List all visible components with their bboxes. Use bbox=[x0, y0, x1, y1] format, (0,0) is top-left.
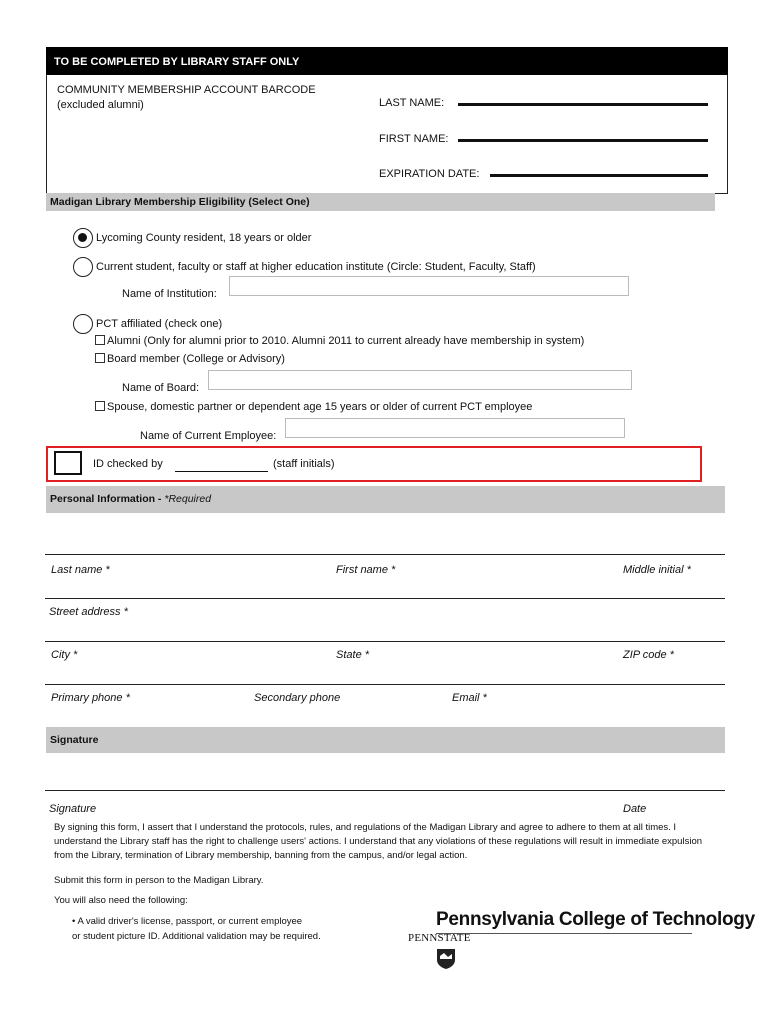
street-address-label: Street address * bbox=[49, 606, 128, 618]
city-line[interactable] bbox=[45, 641, 725, 642]
id-checked-label: ID checked by bbox=[93, 458, 163, 470]
street-line[interactable] bbox=[45, 598, 725, 599]
alumni-checkbox[interactable] bbox=[95, 335, 105, 345]
secondary-phone-label: Secondary phone bbox=[254, 692, 341, 704]
primary-phone-label: Primary phone * bbox=[51, 692, 130, 704]
board-option[interactable] bbox=[95, 353, 285, 365]
radio-selected-dot bbox=[78, 233, 87, 242]
expiration-date-label: EXPIRATION DATE: bbox=[379, 168, 480, 180]
board-name-label: Name of Board: bbox=[122, 382, 200, 394]
personal-info-title bbox=[46, 486, 725, 513]
staff-first-name-label: FIRST NAME: bbox=[379, 133, 449, 145]
city-label: City * bbox=[51, 649, 78, 661]
radio-pct-affiliated[interactable] bbox=[73, 314, 93, 334]
pennstate-wordmark: PENNSTATE bbox=[408, 932, 471, 944]
board-label: Board member (College or Advisory) bbox=[107, 353, 285, 365]
college-name: Pennsylvania College of Technology bbox=[436, 909, 755, 930]
staff-initials-label: (staff initials) bbox=[273, 458, 335, 470]
requirement-line-1: • A valid driver's license, passport, or current employee bbox=[72, 916, 303, 927]
radio-current-student[interactable] bbox=[73, 257, 93, 277]
date-label: Date bbox=[623, 803, 647, 815]
eligibility-section-title: Madigan Library Membership Eligibility (Select One) bbox=[46, 193, 715, 211]
barcode-label: COMMUNITY MEMBERSHIP ACCOUNT BARCODE bbox=[57, 84, 316, 96]
barcode-sublabel: (excluded alumni) bbox=[57, 99, 144, 111]
required-note: *Required bbox=[164, 493, 212, 505]
institution-input[interactable] bbox=[229, 276, 629, 296]
first-name-label: First name * bbox=[336, 564, 396, 576]
requirements-intro: You will also need the following: bbox=[54, 895, 188, 906]
expiration-date-line[interactable] bbox=[490, 174, 708, 177]
board-name-input[interactable] bbox=[208, 370, 632, 390]
signature-label: Signature bbox=[49, 803, 97, 815]
spouse-option[interactable] bbox=[95, 401, 532, 413]
requirement-line-2: or student picture ID. Additional validation may be required. bbox=[72, 931, 321, 942]
agreement-text: By signing this form, I assert that I understand the protocols, rules, and regulations of the Madigan Library and agree to adhere to them at all times. I understand the Library staff has the right to challenge users' actions. I understand that any violations of these regulations will result in immediate expulsion from the Library, termination of Library membership, banning from the campus, and/or legal action. bbox=[54, 822, 703, 861]
last-name-label: Last name * bbox=[51, 564, 110, 576]
logo-divider bbox=[436, 933, 692, 934]
zip-code-label: ZIP code * bbox=[623, 649, 674, 661]
state-label: State * bbox=[336, 649, 370, 661]
id-check-checkbox[interactable] bbox=[54, 451, 82, 475]
alumni-label: Alumni (Only for alumni prior to 2010. Alumni 2011 to current already have membership in system) bbox=[107, 335, 585, 347]
spouse-checkbox[interactable] bbox=[95, 401, 105, 411]
pennstate-shield-icon bbox=[436, 948, 456, 975]
option-county-label: Lycoming County resident, 18 years or older bbox=[96, 232, 312, 244]
staff-first-name-line[interactable] bbox=[458, 139, 708, 142]
personal-info-label: Personal Information - bbox=[50, 493, 165, 505]
staff-initials-line[interactable] bbox=[175, 471, 268, 472]
signature-section-title: Signature bbox=[46, 727, 725, 753]
staff-header: TO BE COMPLETED BY LIBRARY STAFF ONLY bbox=[46, 47, 728, 75]
spouse-label: Spouse, domestic partner or dependent age 15 years or older of current PCT employee bbox=[107, 401, 533, 413]
employee-name-input[interactable] bbox=[285, 418, 625, 438]
option-pct-label: PCT affiliated (check one) bbox=[96, 318, 223, 330]
board-checkbox[interactable] bbox=[95, 353, 105, 363]
institution-label: Name of Institution: bbox=[122, 288, 217, 300]
name-line[interactable] bbox=[45, 554, 725, 555]
middle-initial-label: Middle initial * bbox=[623, 564, 691, 576]
radio-county-resident[interactable] bbox=[73, 228, 93, 248]
submit-instructions: Submit this form in person to the Madigan Library. bbox=[54, 875, 264, 886]
staff-last-name-line[interactable] bbox=[458, 103, 708, 106]
email-label: Email * bbox=[452, 692, 487, 704]
signature-line[interactable] bbox=[45, 790, 725, 791]
option-current-label: Current student, faculty or staff at higher education institute (Circle: Student, Faculty, Staff) bbox=[96, 261, 536, 273]
employee-name-label: Name of Current Employee: bbox=[140, 430, 277, 442]
alumni-option[interactable] bbox=[95, 335, 584, 347]
phone-line[interactable] bbox=[45, 684, 725, 685]
staff-last-name-label: LAST NAME: bbox=[379, 97, 445, 109]
